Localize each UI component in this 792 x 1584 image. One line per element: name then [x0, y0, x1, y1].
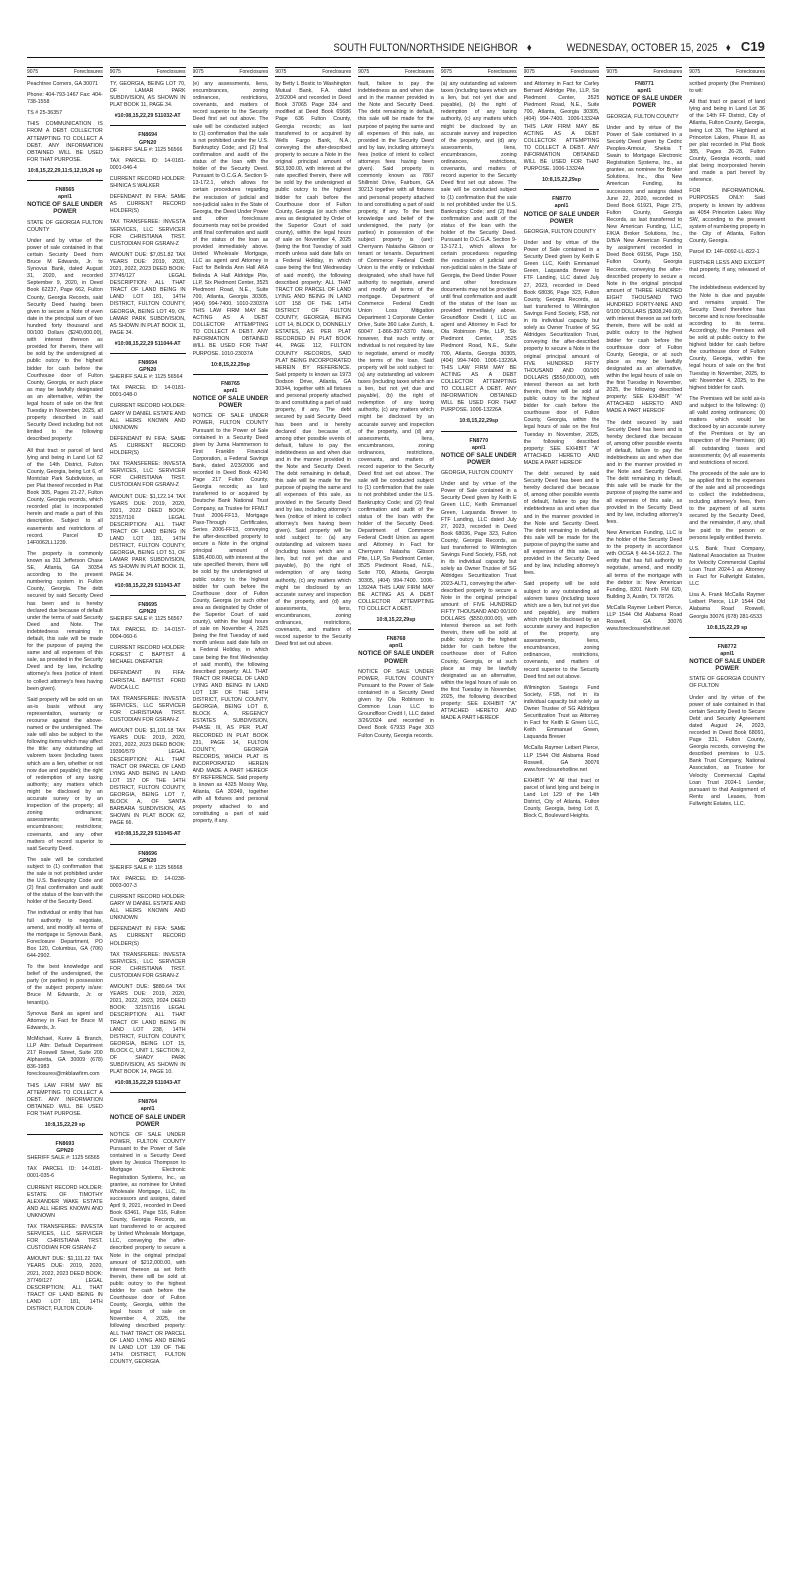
notice-paragraph: CURRENT RECORD HOLDER: ESTATE OF TIMOTHY ALEXANDER WAKE ESTATE AND ALL HEIRS KNOWN AND UNKNOWN: [27, 1184, 103, 1219]
notice-paragraph: Under and by virtue of the power of sale contained in that certain Security Deed from Bruce M Edwards, Jr. to Synovus Bank, dated August 31, 2020, and recorded September 9, 2020, in Deed Book 62237, Page 662, Fulton County, Georgia Records, said Security Deed having been given to secure a Note of even date in the principal sum of two hundred forty thousand and 00/100 Dollars ($240,000.00), with interest thereon as provided for therein, there will be sold by the undersigned at public outcry to the highest bidder for cash before the Courthouse door of Fulton County, Georgia, or such place as may be lawfully designated as an alternative, within the legal hours of sale on the first Tuesday in November, 2025, all property described in said Security Deed including but not limited to the following described property:: [27, 237, 103, 443]
column-header: [358, 67, 434, 77]
notice-divider: [110, 844, 186, 845]
notice-run-dates: 10:8,15,22,29sp: [542, 177, 581, 184]
notice-title: NOTICE OF SALE UNDER POWER: [358, 650, 434, 665]
legal-notice: [441, 81, 517, 426]
notice-id: FN8693: [55, 1141, 75, 1148]
notice-title: NOTICE OF SALE UNDER POWER: [523, 210, 600, 225]
notice-paragraph: AMOUNT DUE: $1,111.22 TAX YEARS DUE: 2019, 2020, 2021, 2022, 2023 DEED BOOK: 37749/127 LEGAL DESCRIPTION: ALL THAT TRACT OF LAND BEING IN LAND LOT 181, 14TH DISTRICT, FULTON COUN-: [27, 1256, 103, 1313]
column-header-code: 9075: [192, 69, 204, 75]
notice-paragraph: New American Funding, LLC is the holder of the Security Deed to the property in accordance with OCGA § 44-14-162.2. The entity that has full authority to negotiate, amend, and modify all terms of the mortgage with the debtor is: New American Funding, 8201 North FM 620, Building 3, Austin, TX 78726.: [606, 529, 683, 600]
notice-paragraph: The Premises will be sold as-is and subject to the following: (i) all valid zoning ordinances; (ii) matters which would be disclosed by an accurate survey of the Premises or by an inspection of the Premises; (iii) all outstanding taxes and assessments; (iv) all easements and restrictions of record.: [689, 395, 765, 466]
notice-id: FN8768: [386, 636, 406, 643]
notice-paragraph: AMOUNT DUE: $1,122.14 TAX YEARS DUE: 2019, 2020, 2021, 2022 DEED BOOK: 32157/116 LEGAL DESCRIPTION: ALL THAT TRACT OF LAND BEING IN LAND LOT 181, 14TH DISTRICT, FULTON COUNTY, GEORGIA, BEING LOT 51, OF LAMAR PARK SUBDIVISION, AS SHOWN IN PLAT BOOK 11, PAGE 34.: [109, 493, 186, 578]
notice-divider: [358, 629, 434, 630]
notice-paragraph: TAX PARCEL ID: 14-0157-0004-060-6: [109, 627, 186, 641]
notice-paragraph: GEORGIA, FULTON COUNTY: [523, 228, 596, 235]
notice-paragraph: McMichael, Kurev & Branch, LLP Attn: Default Department 217 Roswell Street, Suite 200 Alpharetta, GA 30009 (678) 836-1983 foreclosures@mkblawfirm.com: [27, 1035, 103, 1078]
notice-paragraph: The debt secured by said Security Deed has been and is hereby declared due because of, among other possible events of default, failure to pay the indebtedness as and when due and in the manner provided in the Note and Security Deed. The debt remaining in default, this sale will be made for the purpose of paying the same and all expenses of this sale, as provided in the Security Deed and by law, including attorney's fees.: [606, 419, 683, 525]
notice-paragraph: The proceeds of the sale are to be applied first to the expenses of the sale and all proceedings to collect the indebtedness, including attorney's fees, then to the payment of all sums secured by the Security Deed, and the remainder, if any, shall be paid to the person or persons legally entitled thereto.: [689, 470, 765, 541]
legal-notice: [110, 132, 186, 348]
column-header: [27, 67, 103, 77]
notice-paragraph: DEFENDANT IN FIFA: SAME AS CURRENT RECORD HOLDER(S): [109, 926, 186, 947]
notice-paragraph: DEFENDANT IN FIFA: SAME AS CURRENT RECORD HOLDER(S): [109, 435, 186, 457]
notice-divider: [27, 1134, 103, 1135]
notice-paragraph: TY, GEORGIA, BEING LOT 70, OF LAMAR PARK SUBDIVISION, AS SHOWN IN PLAT BOOK 11, PAGE 34.: [109, 81, 186, 109]
notice-run-dates: 10:8,15,22,29sp: [459, 418, 499, 425]
notice-paragraph: TAX PARCEL ID: 14-0181-0001-035-6: [27, 1166, 103, 1180]
column-header-label: Foreclosures: [239, 69, 269, 75]
notice-column: [275, 67, 351, 1577]
notice-paragraph: SHERIFF SALE #: 1125 56568: [109, 864, 183, 871]
page-masthead: [27, 34, 765, 58]
notice-paragraph: NOTICE OF SALE UNDER POWER, FULTON COUNTY Pursuant to the Power of Sale contained in a Security Deed given by Jessica Thompson to Mortgage Electronic Registration Systems, Inc., as grantee, as nominee for United Wholesale Mortgage, LLC, its successors and assigns, dated April 9, 2021, recorded in Deed Book 63461, Page 516, Fulton County, Georgia Records, as last transferred to or acquired by United Wholesale Mortgage, LLC, conveying the after-described property to secure a Note in the original principal amount of $212,000.00, with interest thereon as set forth therein, there will be sold at public outcry to the highest bidder for cash before the Courthouse door of Fulton County, Georgia, within the legal hours of sale on November 4, 2025, the following described property: ALL THAT TRACT OR PARCEL OF LAND LYING AND BEING IN LAND LOT 139 OF THE 14TH DISTRICT, FULTON COUNTY, GEORGIA.: [109, 1131, 186, 1365]
notice-id: FN8765: [221, 380, 240, 387]
notice-paragraph: FOR INFORMATIONAL PURPOSES ONLY: Said property is known by address as 4054 Princeton Lakes Way SW, according to the present system of numbering property in the City of Atlanta, Fulton County, Georgia.: [689, 188, 765, 244]
column-header: [606, 67, 682, 77]
notice-paragraph: The sale will be conducted subject to (1) confirmation that the sale is not prohibited under the U.S. Bankruptcy Code and (2) final confirmation and audit of the status of the loan with the holder of the Security Deed.: [27, 856, 103, 906]
notice-paragraph: scribed property (the Premises) to wit:: [689, 81, 765, 95]
notice-title: NOTICE OF SALE UNDER POWER: [27, 201, 103, 216]
notice-paragraph: Peachtree Corners, GA 30071: [27, 81, 98, 87]
notice-id: FN8695: [138, 601, 158, 608]
notice-paragraph: Lisa A. Frank McCalla Raymer Leibert Pierce, LLP 1544 Old Alabama Road Roswell, Georgia 30076 (678) 281-6533: [689, 592, 765, 620]
notice-title: NOTICE OF SALE UNDER POWER: [109, 1113, 186, 1128]
column-header-label: Foreclosures: [653, 69, 683, 75]
column-header-label: Foreclosures: [322, 69, 352, 75]
notice-paragraph: Under and by virtue of the power of sale contained in that certain Security Deed to Secure Debt and Security Agreement dated August 24, 2023, recorded in Deed Book 68091, Page 331, Fulton County, Georgia records, conveying the described premises to U.S. Bank Trust Company, National Association, as Trustee for Velocity Commercial Capital Loan Trust 2024-1 Lender, pursuant to that Assignment of Rents and Leases, from Fullwright Estates, LLC.: [689, 694, 765, 807]
notice-id: FN8694: [138, 360, 158, 366]
notice-run-dates: #10:08,15,22,29 511045-AT: [114, 831, 181, 838]
legal-notice: [110, 851, 186, 1088]
notice-run-dates: 10:8,15,22,29,11:5,12,19,26 sp: [27, 167, 102, 174]
legal-notice: [441, 438, 517, 723]
notice-paragraph: TAX PARCEL ID: 14-0181-0001-048-0: [109, 385, 186, 399]
separator-diamond-icon: ♦: [725, 42, 731, 54]
column-header-code: 9075: [440, 69, 452, 75]
notice-paragraph: The indebtedness evidenced by the Note is due and payable and remains unpaid. The Security Deed therefore has become and is now foreclosable according to its terms. Accordingly, the Premises will be sold at public outcry to the highest bidder for cash before the courthouse door of Fulton County, Georgia, within the legal hours of sale on the first Tuesday in November, 2025, to wit: November 4, 2025, to the highest bidder for cash.: [689, 285, 765, 391]
notice-code: GPN20: [138, 367, 157, 374]
notice-paragraph: All that tract or parcel of land lying and being in Land Lot 36 of the 14th FF District, City of Atlanta, Fulton County, Georgia, being Lot 33, The Highland at Princeton Lakes, Phase III, as per plat recorded in Plat Book 385, Pages 26-28, Fulton County, Georgia records, said plat being incorporated herein and made a part hereof by reference.: [689, 99, 765, 184]
notice-paragraph: U.S. Bank Trust Company, National Association as Trustee for Velocity Commercial Capital Loan Trust 2024-1 as Attorney in Fact for Fullwright Estates, LLC: [689, 545, 765, 588]
separator-diamond-icon: ♦: [526, 42, 532, 54]
notice-paragraph: CURRENT RECORD HOLDER: FOREST C BAPTIST & MICHAEL ONEFATER: [109, 645, 186, 666]
legal-notices-columns: [27, 67, 765, 1577]
notice-divider: [441, 431, 517, 432]
notice-column: [441, 67, 517, 1577]
notice-paragraph: AMOUNT DUE: $1,101.18 TAX YEARS DUE: 2019, 2020, 2021, 2022, 2023 DEED BOOK: 19390/579 LEGAL DESCRIPTION: ALL THAT TRACT OR PARCEL OF LAND LYING AND BEING IN LAND LOT 157 OF THE 14TH DISTRICT, FULTON COUNTY, GEORGIA, BEING LOT 7, BLOCK A, OF SANTA BARBARA SUBDIVISION, AS SHOWN IN PLAT BOOK 62, PAGE 66.: [109, 728, 186, 827]
notice-title: NOTICE OF SALE UNDER POWER: [192, 394, 269, 410]
notice-paragraph: Parcel ID: 14F-0092-LL-822-1: [689, 249, 760, 256]
notice-divider: [110, 595, 186, 596]
column-header: [110, 67, 186, 77]
column-header-code: 9075: [606, 69, 618, 75]
notice-paragraph: AMOUNT DUE: $7,051.82 TAX YEARS DUE: 2019, 2020, 2021, 2022, 2023 DEED BOOK: 37745/127 LEGAL DESCRIPTION: ALL THAT TRACT OF LAND BEING IN LAND LOT 181, 14TH DISTRICT, FULTON COUNTY, GEORGIA, BEING LOT 49, OF LAMAR PARK SUBDIVISION, AS SHOWN IN PLAT BOOK 11, PAGE 34.: [109, 251, 186, 336]
notice-column: [689, 67, 765, 1577]
notice-run-dates: #10:08,15,22,29 511043-AT: [114, 1080, 181, 1087]
notice-id: FN8770: [552, 196, 571, 203]
notice-paragraph: TAX PARCEL ID: 14-0238-0003-007-3: [109, 875, 186, 889]
notice-code: GPN20: [138, 857, 157, 864]
legal-notice: [110, 602, 186, 839]
column-header-code: 9075: [689, 69, 701, 75]
column-header-code: 9075: [523, 69, 535, 75]
notice-id: FN8694: [138, 132, 158, 139]
notice-code: apnl1: [389, 643, 403, 650]
notice-paragraph: FURTHER LESS AND EXCEPT that property, if any, released of record.: [689, 260, 765, 281]
notice-paragraph: TS # 25-36357: [27, 110, 63, 117]
page-number: C19: [740, 39, 765, 54]
legal-notice: [606, 81, 682, 633]
column-header: [193, 67, 269, 77]
legal-notice: [193, 81, 269, 369]
notice-divider: [110, 353, 186, 354]
notice-id: FN8565: [55, 187, 75, 194]
notice-paragraph: TAX PARCEL ID: 14-0181-0001-046-4: [109, 157, 186, 171]
column-header: [275, 67, 351, 77]
legal-notice: [110, 81, 186, 120]
notice-code: GPN20: [56, 1148, 74, 1155]
column-header-code: 9075: [27, 69, 39, 75]
notice-paragraph: (a) any outstanding ad valorem taxes (including taxes which are a lien, but not yet due and payable), (b) the right of redemption of any taxing authority, (c) any matters which might be disclosed by an accurate survey and inspection of the property, and (d) any assessments, liens, encumbrances, zoning ordinances, restrictions, covenants, and matters of record superior to the Security Deed first set out above. The sale will be conducted subject to (1) confirmation that the sale is not prohibited under the U.S. Bankruptcy Code; and (2) final confirmation and audit of the status of the loan with the holder of the Security Deed. Pursuant to O.C.G.A. Section 9-13-172.1, which allows for certain procedures regarding the rescission of judicial and non-judicial sales in the State of Georgia, the Deed Under Power and other foreclosure documents may not be provided until final confirmation and audit of the status of the loan as provided immediately above. Groundfloor Credit I, LLC as agent and Attorney in Fact for Ola Robinson Pite, LLP, Six Piedmont Center, 3525 Piedmont Road, N.E., Suite 700, Atlanta, Georgia 30305, (404) 994-7400. 1006-13226A THIS LAW FIRM MAY BE ACTING AS A DEBT COLLECTOR ATTEMPTING TO COLLECT A DEBT. ANY INFORMATION OBTAINED WILL BE USED FOR THAT PURPOSE. 1006-13226A: [440, 81, 517, 414]
notice-paragraph: EXHIBIT "A" All that tract or parcel of land lying and being in Land Lot 129 of the 14th District, City of Atlanta, Fulton County, Georgia, being Lot 8, Block C, Boulevard Heights.: [523, 777, 600, 820]
notice-paragraph: GEORGIA, FULTON COUNTY: [606, 113, 679, 120]
legal-notice: [358, 636, 434, 740]
notice-paragraph: Under and by virtue of the Power of Sale contained in a Security Deed given by Keith E Green LLC, Keith Emmanuel Green, Laquanda Brewer to FTF Landing, LLC dated July 27, 2023, recorded in Deed Book 68036, Page 323, Fulton County, Georgia Records, as last transferred to Wilmington Savings Fund Society, FSB, not in its individual capacity but solely as Owner Trustee of SG Aldridges Securitization Trust, conveying the after-described property to secure a Note in the original principal amount of FIVE HUNDRED FIFTY THOUSAND AND 00/100 DOLLARS ($550,000.00), with interest thereon as set forth therein, there will be sold at public outcry to the highest bidder for cash before the courthouse door of Fulton County, Georgia, within the legal hours of sale on the first Tuesday in November, 2025, the following described property: SEE EXHIBIT "A" ATTACHED HERETO AND MADE A PART HEREOF: [523, 240, 600, 466]
legal-notice: [689, 81, 765, 632]
notice-paragraph: TAX TRANSFEREE: INVESTA SERVICES, LLC SERVICER FOR CHRISTIANA TRST. CUSTODIAN FOR GSRAN-Z: [27, 1224, 103, 1252]
notice-paragraph: Said property will be sold subject to any outstanding ad valorem taxes (including taxes which are a lien, but not yet due and payable), any matters which might be disclosed by an accurate survey and inspection of the property, any assessments, liens, encumbrances, zoning ordinances, restrictions, covenants, and matters of record superior to the Security Deed first set out above.: [523, 581, 600, 680]
notice-code: apnl1: [637, 88, 652, 95]
notice-column: [27, 67, 103, 1577]
notice-paragraph: STATE OF GEORGIA COUNTY OF FULTON: [689, 676, 765, 690]
legal-notice: [110, 360, 186, 590]
notice-paragraph: Phone: 404-793-1467 Fax: 404-738-1558: [27, 92, 103, 106]
notice-paragraph: All that tract or parcel of land lying and being in Land Lot 62 of the 14th District, Fulton County, Georgia, being Lot 6, of Montclair Park Subdivision, as per Plat thereof recorded in Plat Book 305, Pages 21-27, Fulton County, Georgia records, which recorded plat is incorporated herein and made a part of this description. Subject to all easements and restrictions of record. Parcel ID 14F0062LL1239.: [27, 447, 103, 546]
legal-notice: [358, 81, 434, 624]
notice-divider: [689, 637, 765, 638]
legal-notice: [27, 187, 103, 1129]
notice-paragraph: SHERIFF SALE #: 1125 56565: [27, 1155, 100, 1162]
column-header: [524, 67, 600, 77]
notice-paragraph: To the best knowledge and belief of the undersigned, the party (or parties) in possession of the subject property is/are: Bruce M Edwards, Jr. or tenant(s).: [27, 964, 103, 1006]
notice-paragraph: (e) any assessments, liens, encumbrances, zoning ordinances, restrictions, covenants, and matters of record superior to the Security Deed first set out above. The sale will be conducted subject to (1) confirmation that the sale is not prohibited under the U.S. Bankruptcy Code; and (2) final confirmation and audit of the status of the loan with the holder of the Security Deed. Pursuant to O.C.G.A. Section 9-13-172.1, which allows for certain procedures regarding the rescission of judicial and non-judicial sales in the State of Georgia, the Deed Under Power and other foreclosure documents may not be provided until final confirmation and audit of the status of the loan as provided immediately above. United Wholesale Mortgage, LLC as agent and Attorney in Fact for Belinda Ann Hall AKA Belinda A Hall Aldridge Pite, LLP, Six Piedmont Center, 3525 Piedmont Road, N.E., Suite 700, Atlanta, Georgia 30305, (404) 994-7400. 1010-23037A THIS LAW FIRM MAY BE ACTING AS A DEBT COLLECTOR ATTEMPTING TO COLLECT A DEBT. ANY INFORMATION OBTAINED WILL BE USED FOR THAT PURPOSE. 1010-23037A: [192, 81, 269, 357]
legal-notice: [524, 81, 600, 184]
notice-run-dates: #10:08,15,22,29 511044-AT: [114, 340, 181, 347]
notice-paragraph: THIS COMMUNICATION IS FROM A DEBT COLLECTOR ATTEMPTING TO COLLECT A DEBT. ANY INFORMATION OBTAINED WILL BE USED FOR THAT PURPOSE.: [27, 121, 103, 163]
notice-divider: [110, 1092, 186, 1093]
issue-date: WEDNESDAY, OCTOBER 15, 2025: [566, 42, 718, 54]
notice-column: [110, 67, 186, 1577]
notice-run-dates: 10:8,15,22,29 sp: [44, 1121, 86, 1128]
notice-paragraph: TAX TRANSFEREE: INVESTA SERVICES, LLC SERVICER FOR CHRISTIANA TRST. CUSTODIAN FOR GSRAN-Z: [109, 951, 186, 979]
notice-paragraph: SHERIFF SALE #: 1125 56564: [109, 374, 183, 381]
notice-id: FN8771: [634, 81, 654, 87]
notice-paragraph: TAX TRANSFEREE: INVESTA SERVICES, LLC SERVICER FOR CHRISTIANA TRST. CUSTODIAN FOR GSRAN-Z: [109, 219, 186, 247]
notice-run-dates: 10:8,15,22,29 sp: [706, 624, 748, 631]
notice-title: NOTICE OF SALE UNDER POWER: [606, 95, 683, 110]
notice-paragraph: Wilmington Savings Fund Society, FSB, not in its individual capacity but solely as Owner Trustee of SG Aldridges Securitization Trust as Attorney in Fact for Keith E Green LLC, Keith Emmanuel Green, Laquanda Brewer: [523, 684, 600, 741]
publication-name: SOUTH FULTON/NORTHSIDE NEIGHBOR: [333, 42, 518, 54]
notice-paragraph: DEFENDANT IN FIFA: SAME AS CURRENT RECORD HOLDER(S): [109, 194, 186, 215]
notice-paragraph: SHERIFF SALE #: 1125 56567: [109, 615, 183, 622]
notice-code: GPN20: [138, 608, 157, 615]
legal-notice: [689, 644, 765, 808]
notice-id: FN8772: [717, 643, 737, 650]
notice-paragraph: STATE OF GEORGIA FULTON COUNTY: [27, 219, 103, 233]
column-header: [441, 67, 517, 77]
notice-column: [524, 67, 600, 1577]
notice-code: apnl1: [554, 203, 569, 210]
legal-notice: [110, 1099, 186, 1366]
notice-code: apnl1: [57, 194, 72, 201]
notice-code: apnl1: [223, 387, 238, 394]
notice-paragraph: CURRENT RECORD HOLDER: SHINICA S WALKER: [109, 175, 186, 190]
legal-notice: [275, 81, 351, 649]
notice-paragraph: The individual or entity that has full authority to negotiate, amend, and modify all terms of the mortgage is: Synovus Bank, Foreclosure Department, PO Box 120, Columbus, GA (706) 644-2902.: [27, 910, 103, 959]
notice-paragraph: THIS LAW FIRM MAY BE ATTEMPTING TO COLLECT A DEBT. ANY INFORMATION OBTAINED WILL BE USED FOR THAT PURPOSE.: [27, 1082, 103, 1117]
notice-divider: [524, 189, 600, 190]
notice-paragraph: NOTICE OF SALE UNDER POWER, FULTON COUNTY Pursuant to the Power of Sale contained in a Security Deed given by Juma Hammerson to First Franklin Financial Corporation, a Federal Savings Bank, dated 2/23/2006 and recorded in Deed Book 42140 Page 217 Fulton County, Georgia records; as last transferred to or acquired by Deutsche Bank National Trust Company, as Trustee for FFMLT Trust 2006-FF13, Mortgage Pass-Through Certificates, Series 2006-FF13, conveying the after-described property to secure a Note in the original principal amount of $186,400.00, with interest at the rate specified therein, there will be sold by the undersigned at public outcry to the highest bidder for cash before the Courthouse door of Fulton County, Georgia (or such other area as designated by Order of the Superior Court of said county), within the legal hours of sale on November 4, 2025 (being the first Tuesday of said month unless said date falls on a Federal Holiday, in which case being the first Wednesday of said month), the following described property: ALL THAT TRACT OR PARCEL OF LAND LYING AND BEING IN LAND LOT 13F OF THE 14TH DISTRICT, FULTON COUNTY, GEORGIA, BEING LOT 8, BLOCK A, REGENCY ESTATES SUBDIVISION, PHASE III, AS PER PLAT RECORDED IN PLAT BOOK 231, PAGE 14, FULTON COUNTY, GEORGIA RECORDS, WHICH PLAT IS INCORPORATED HEREIN AND MADE A PART HEREOF BY REFERENCE. Said property is known as 4325 Mossy Way, Atlanta, GA 30349, together with all fixtures and personal property attached to and constituting a part of said property, if any.: [192, 413, 269, 824]
notice-paragraph: by Betty L Bostic to Washington Mutual Bank, F.A. dated 2/3/2004 and recorded in Deed Book 37065 Page 334 and modified at Deed Book 65686 Page 636 Fulton County, Georgia records; as last transferred to or acquired by Wells Fargo Bank, N.A., conveying the after-described property to secure a Note in the original principal amount of $63,930.00, with interest at the rate specified therein, there will be sold by the undersigned at public outcry to the highest bidder for cash before the Courthouse door of Fulton County, Georgia (or such other area as designated by Order of the Superior Court of said county), within the legal hours of sale on November 4, 2025 (being the first Tuesday of said month unless said date falls on a Federal Holiday, in which case being the first Wednesday of said month), the following described property: ALL THAT TRACT OR PARCEL OF LAND LYING AND BEING IN LAND LOT 158 OF THE 14TH DISTRICT OF FULTON COUNTY, GEORGIA, BEING LOT 14, BLOCK D, DONNELLY ESTATES, AS PER PLAT RECORDED IN PLAT BOOK 44, PAGE 112, FULTON COUNTY RECORDS, SAID PLAT BEING INCORPORATED HEREIN BY REFERENCE. Said property is known as 1973 Dodson Drive, Atlanta, GA 30344, together with all fixtures and personal property attached to and constituting a part of said property, if any. The debt secured by said Security Deed has been and is hereby declared due because of, among other possible events of default, failure to pay the indebtedness as and when due and in the manner provided in the Note and Security Deed. The debt remaining in default, this sale will be made for the purpose of paying the same and all expenses of this sale, as provided in the Security Deed and by law, including attorney's fees (notice of intent to collect attorney's fees having been given). Said property will be sold subject to: (a) any outstanding ad valorem taxes (including taxes which are a lien, but not yet due and payable), (b) the right of redemption of any taxing authority, (c) any matters which might be disclosed by an accurate survey and inspection of the property, and (d) any assessments, liens, encumbrances, zoning ordinances, restrictions, covenants, and matters of record superior to the Security Deed first set out above.: [275, 81, 352, 648]
notice-paragraph: Under and by virtue of the Power of Sale contained in a Security Deed given by Cedric Peoples-Armour, Shekia T Swain to Mortgage Electronic Registration Systems, Inc., as grantee, as nominee for Broker Solutions, Inc., dba New American Funding, its successors and assigns dated June 22, 2020, recorded in Deed Book 61921, Page 275, Fulton County, Georgia Records, as last transferred to New American Funding, LLC, F/K/A Broker Solutions, Inc., D/B/A New American Funding by assignment recorded in Deed Book 69156, Page 150, Fulton County, Georgia Records, conveying the after-described property to secure a Note in the original principal amount of THREE HUNDRED EIGHT THOUSAND TWO HUNDRED FORTY-NINE AND 0/100 DOLLARS ($308,249.00), with interest thereon as set forth therein, there will be sold at public outcry to the highest bidder for cash before the courthouse door of Fulton County, Georgia, or at such place as may be lawfully designated as an alternative, within the legal hours of sale on the first Tuesday in November, 2025, the following described property: SEE EXHIBIT "A" ATTACHED HERETO AND MADE A PART HEREOF: [606, 124, 683, 415]
notice-code: apnl1: [140, 1106, 155, 1113]
notice-title: NOTICE OF SALE UNDER POWER: [440, 451, 517, 466]
column-header-label: Foreclosures: [570, 69, 600, 75]
notice-paragraph: Under and by virtue of the Power of Sale contained in a Security Deed given by Keith E Green LLC, Keith Emmanuel Green, Laquanda Brewer to FTF Landing, LLC dated July 27, 2023, recorded in Deed Book 68036, Page 323, Fulton County, Georgia Records, as last transferred to Wilmington Savings Fund Society, FSB, not in its individual capacity but solely as Owner Trustee of SG Aldridges Securitization Trust 2023-ALT1, conveying the after-described property to secure a Note in the original principal amount of FIVE HUNDRED FIFTY THOUSAND AND 00/100 DOLLARS ($550,000.00), with interest thereon as set forth therein, there will be sold at public outcry to the highest bidder for cash before the courthouse door of Fulton County, Georgia, or at such place as may be lawfully designated as an alternative, within the legal hours of sale on the first Tuesday in November, 2025, the following described property: SEE EXHIBIT "A" ATTACHED HERETO AND MADE A PART HEREOF: [440, 481, 517, 722]
notice-paragraph: GEORGIA, FULTON COUNTY: [440, 470, 514, 477]
notice-title: NOTICE OF SALE UNDER POWER: [689, 657, 765, 673]
notice-id: FN8764: [138, 1099, 158, 1106]
legal-notice: [27, 81, 103, 175]
legal-notice: [193, 381, 269, 825]
column-header-label: Foreclosures: [73, 69, 103, 75]
notice-paragraph: Said property will be sold on an as-is basis without any representation, warranty or recourse against the above-named or the undersigned. The sale will also be subject to the following items which may affect the title: any outstanding ad valorem taxes (including taxes which are a lien, whether or not now due and payable); the right of redemption of any taxing authority; any matters which might be disclosed by an accurate survey or by an inspection of the property; all zoning ordinances; assessments; liens; encumbrances; restrictions; covenants, and any other matters of record superior to said Security Deed.: [27, 696, 103, 852]
notice-run-dates: 10:8,15,22,29sp: [211, 361, 250, 368]
notice-paragraph: The debt secured by said Security Deed has been and is hereby declared due because of, among other possible events of default, failure to pay the indebtedness as and when due and in the manner provided in the Note and Security Deed. The debt remaining in default, this sale will be made for the purpose of paying the same and all expenses of this sale, as provided in the Security Deed and by law, including attorney's fees.: [523, 471, 600, 577]
notice-code: apnl1: [471, 444, 486, 451]
notice-paragraph: and Attorney in Fact for Carley Bernard Aldridge Pite, LLP, Six Piedmont Center, 3525 Piedmont Road, N.E., Suite 700, Atlanta, Georgia 30305, (404) 994-7400. 1006-13324A THIS LAW FIRM MAY BE ACTING AS A DEBT COLLECTOR ATTEMPTING TO COLLECT A DEBT. ANY INFORMATION OBTAINED WILL BE USED FOR THAT PURPOSE. 1006-13324A: [523, 81, 600, 173]
notice-run-dates: #10:08,15,22,29 511032-AT: [114, 113, 181, 120]
notice-divider: [193, 374, 269, 375]
notice-divider: [110, 125, 186, 126]
notice-column: [193, 67, 269, 1577]
notice-paragraph: McCalla Raymer Leibert Pierce, LLP 1544 Old Alabama Road Roswell, GA 30076 www.foreclosurehotline.net: [523, 745, 600, 773]
notice-paragraph: CURRENT RECORD HOLDER: GARY W DANIEL ESTATE AND ALL HEIRS KNOWN AND UNKNOWN: [109, 894, 186, 922]
column-header: [689, 67, 765, 77]
notice-paragraph: DEFENDANT IN FIFA: CHRISTAL BAPTIST FORD AVOCA LLC: [109, 670, 186, 691]
column-header-label: Foreclosures: [736, 69, 765, 75]
notice-paragraph: SHERIFF SALE #: 1125 56566: [109, 146, 183, 153]
column-header-code: 9075: [109, 69, 121, 75]
legal-notice: [524, 196, 600, 820]
notice-code: apnl1: [720, 650, 735, 657]
column-header-code: 9075: [275, 69, 287, 75]
legal-notice: [27, 1141, 103, 1313]
column-header-code: 9075: [358, 69, 370, 75]
notice-column: [606, 67, 682, 1577]
notice-paragraph: Synovus Bank as agent and Attorney in Fact for Bruce M Edwards, Jr.: [27, 1010, 103, 1031]
notice-paragraph: McCalla Raymer Leibert Pierce, LLP 1544 Old Alabama Road Roswell, GA 30076 www.foreclosurehotline.net: [606, 604, 683, 633]
notice-column: [358, 67, 434, 1577]
notice-paragraph: AMOUNT DUE: $880.64 TAX YEARS DUE: 2019, 2020, 2021, 2022, 2023, 2024 DEED BOOK: 32157/116 LEGAL DESCRIPTION: ALL THAT TRACT OF LAND BEING IN LAND LOT 238, 14TH DISTRICT, FULTON COUNTY, GEORGIA, BEING LOT 15, BLOCK C, UNIT 1, SECTION 2, OF SHADY PARK SUBDIVISION, AS SHOWN IN PLAT BOOK 14, PAGE 10.: [109, 984, 186, 1076]
column-header-label: Foreclosures: [404, 69, 434, 75]
notice-paragraph: The property is commonly known as 311 Jefferson Chase SE, Atlanta, GA 30354 according to the present numbering system in Fulton County, Georgia. The debt secured by said Security Deed has been and is hereby declared due because of default under the terms of said Security Deed and Note. The indebtedness remaining in default, this sale will be made for the purpose of paying the same and all expenses of this sale, as provided in the Security Deed and by law, including attorney's fees (notice of intent to collect attorney's fees having been given).: [27, 550, 103, 692]
notice-paragraph: TAX TRANSFEREE: INVESTA SERVICES, LLC SERVICER FOR CHRISTIANA TRST. CUSTODIAN FOR GSRAN-Z: [109, 461, 186, 489]
notice-run-dates: #10:08,15,22,29 511043-AT: [114, 582, 181, 589]
notice-paragraph: CURRENT RECORD HOLDER: GARY W DANIEL ESTATE AND ALL HEIRS KNOWN AND UNKNOWN: [109, 403, 186, 431]
column-header-label: Foreclosures: [156, 69, 186, 75]
column-header-label: Foreclosures: [487, 69, 517, 75]
notice-run-dates: 10:8,15,22,29sp: [376, 617, 416, 624]
notice-paragraph: fault, failure to pay the indebtedness as and when due and in the manner provided in the Note and Security Deed. The debt remaining in default, this sale will be made for the purpose of paying the same and all expenses of this sale, as provided in the Security Deed and by law, including attorney's fees (notice of intent to collect attorneys fees having been given). Said property is commonly known as 7867 Shillmist Drive, Fairburn, GA 30213 together with all fixtures and personal property attached to and constituting a part of said property, if any. To the best knowledge and belief of the undersigned, the party (or parties) in possession of the subject property is (are): Cherryann Natasha Gibson or tenant or tenants. Department of Commerce Federal Credit Union is the entity or individual designated, who shall have full authority to negotiate, amend and modify all terms of the mortgage. Department of Commerce Federal Credit Union Loss Mitigation Department 1 Corporate Center Drive, Suite 360 Lake Zurich, IL 60047 1-866-397-5370 Note, however, that such entity or individual is not required by law to negotiate, amend or modify the terms of the loan. Said property will be sold subject to: (a) any outstanding ad valorem taxes (including taxes which are a lien, but not yet due and payable), (b) the right of redemption of any taxing authority, (c) any matters which might be disclosed by an accurate survey and inspection of the property, and (d) any assessments, liens, encumbrances, zoning ordinances, restrictions, covenants, and matters of record superior to the Security Deed first set out above. The sale will be conducted subject to (1) confirmation that the sale is not prohibited under the U.S. Bankruptcy Code; and (2) final confirmation and audit of the status of the loan with the holder of the Security Deed. Department of Commerce Federal Credit Union as agent and Attorney in Fact for Cherryann Natasha Gibson Pite, LLP, Six Piedmont Center, 3525 Piedmont Road, N.E., Suite 700, Atlanta, Georgia 30305, (404) 994-7400. 1006-13924A THIS LAW FIRM MAY BE ACTING AS A DEBT COLLECTOR ATTEMPTING TO COLLECT A DEBT.: [358, 81, 434, 612]
notice-paragraph: NOTICE OF SALE UNDER POWER, FULTON COUNTY Pursuant to the Power of Sale contained in a Security Deed given by Ola Robinson to Common Loan LLC to Groundfloor Credit I, LLC dated 3/26/2024 and recorded in Deed Book 67933 Page 303 Fulton County, Georgia records.: [358, 668, 434, 739]
notice-id: FN8770: [469, 437, 489, 444]
notice-id: FN8696: [138, 850, 158, 857]
notice-paragraph: TAX TRANSFEREE: INVESTA SERVICES, LLC SERVICER FOR CHRISTIANA TRST. CUSTODIAN FOR GSRAN-Z: [109, 695, 186, 724]
notice-code: GPN20: [138, 139, 157, 146]
notice-divider: [27, 180, 103, 181]
